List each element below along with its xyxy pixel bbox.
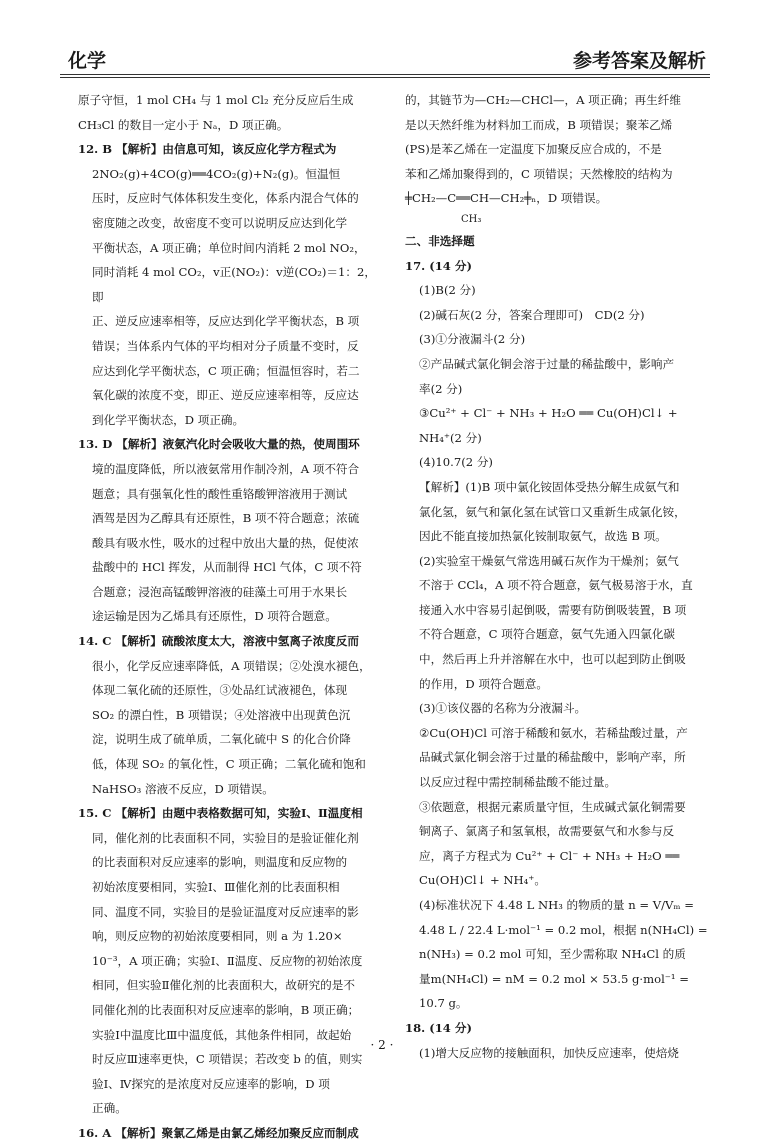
text-line: (3)①该仪器的名称为分液漏斗。 — [419, 701, 587, 716]
text-line: 【解析】(1)B 项中氯化铵固体受热分解生成氨气和 — [419, 479, 680, 494]
text-line: 同，催化剂的比表面积不同，实验目的是验证催化剂 — [92, 830, 359, 845]
text-line: 初始浓度要相同，实验Ⅰ、Ⅲ催化剂的比表面积相 — [92, 880, 340, 894]
text-line: 14. C 【解析】硫酸浓度太大，溶液中氢离子浓度反而 — [78, 634, 359, 649]
text-line: 中，然后再上升并溶解在水中，也可以起到防止倒吸 — [419, 652, 686, 667]
text-line: ②Cu(OH)Cl 可溶于稀酸和氨水，若稀盐酸过量，产 — [419, 725, 688, 740]
text-line: n(NH₃) = 0.2 mol 可知，至少需称取 NH₄Cl 的质 — [419, 947, 686, 962]
text-line: 12. B 【解析】由信息可知，该反应化学方程式为 — [78, 142, 337, 157]
text-line: 接通入水中容易引起倒吸，需要有防倒吸装置，B 项 — [419, 602, 687, 617]
text-line: 同催化剂的比表面积对反应速率的影响，B 项正确； — [92, 1002, 360, 1017]
text-line: 氯化氢，氨气和氯化氢在试管口又重新生成氯化铵， — [419, 504, 686, 519]
text-line: 相同，但实验Ⅱ催化剂的比表面积大，故研究的是不 — [92, 978, 355, 993]
text-line: 响，则反应物的初始浓度要相同，则 a 为 1.20× — [92, 929, 343, 944]
text-line: 率(2 分) — [419, 381, 463, 396]
left-column — [78, 88, 386, 1146]
page-header — [60, 34, 710, 74]
text-line: 二、非选择题 — [405, 233, 475, 248]
text-line: 酸具有吸水性，吸水的过程中放出大量的热，促使浓 — [92, 535, 359, 550]
text-line: 因此不能直接加热氯化铵制取氨气，故选 B 项。 — [419, 529, 667, 544]
text-line: NaHSO₃ 溶液不反应，D 项错误。 — [92, 781, 274, 796]
text-line: SO₂ 的漂白性，B 项错误；④处溶液中出现黄色沉 — [92, 707, 351, 722]
text-line: (4)标准状况下 4.48 L NH₃ 的物质的量 n = V/Vₘ = — [419, 898, 694, 912]
text-line: 铜离子、氯离子和氢氧根，故需要氨气和水参与反 — [419, 824, 675, 839]
text-line: 的，其链节为—CH₂—CHCl—，A 项正确；再生纤维 — [405, 93, 681, 107]
text-line: 压时，反应时气体体积发生变化，体系内混合气体的 — [92, 191, 359, 206]
text-line: 应达到化学平衡状态，C 项正确；恒温恒容时，若二 — [92, 363, 360, 378]
text-line: 平衡状态，A 项正确；单位时间内消耗 2 mol NO₂， — [92, 240, 366, 255]
text-line: 合题意；浸泡高锰酸钾溶液的硅藻土可用于水果长 — [92, 584, 348, 599]
text-line: 很小，化学反应速率降低，A 项错误；②处溴水褪色， — [92, 658, 371, 673]
text-line: 境的温度降低，所以液氨常用作制冷剂，A 项不符合 — [92, 461, 360, 476]
text-line: 到化学平衡状态，D 项正确。 — [92, 412, 245, 427]
text-line: 原子守恒，1 mol CH₄ 与 1 mol Cl₂ 充分反应后生成 — [78, 93, 354, 107]
text-line: 低，体现 SO₂ 的氧化性，C 项正确；二氧化硫和饱和 — [92, 757, 366, 772]
text-line: 以反应过程中需控制稀盐酸不能过量。 — [419, 775, 617, 790]
text-line: 的作用，D 项符合题意。 — [419, 676, 548, 691]
text-line: 17. (14 分) — [405, 258, 472, 273]
text-line: 同时消耗 4 mol CO₂，v正(NO₂)：v逆(CO₂)＝1：2，即 — [92, 265, 376, 304]
text-line: 苯和乙烯加聚得到的，C 项错误；天然橡胶的结构为 — [405, 166, 673, 181]
text-line: 题意；具有强氧化性的酸性重铬酸钾溶液用于测试 — [92, 486, 348, 501]
text-line: (2)实验室干燥氨气常选用碱石灰作为干燥剂；氨气 — [419, 553, 679, 568]
text-line: 盐酸中的 HCl 挥发，从而制得 HCl 气体，C 项不符 — [92, 560, 362, 575]
text-line: 10.7 g。 — [419, 996, 468, 1011]
text-line: ③Cu²⁺ + Cl⁻ + NH₃ + H₂O ══ Cu(OH)Cl↓ + — [419, 406, 678, 421]
text-line: CH₃Cl 的数目一定小于 Nₐ，D 项正确。 — [78, 117, 289, 132]
text-line: 淀，说明生成了硫单质，二氧化硫中 S 的化合价降 — [92, 732, 351, 747]
text-line: 正、逆反应速率相等，反应达到化学平衡状态，B 项 — [92, 314, 360, 329]
right-column — [405, 88, 713, 1065]
text-line: 10⁻³，A 项正确；实验Ⅰ、Ⅱ温度、反应物的初始浓度 — [92, 953, 363, 968]
text-line: 品碱式氯化铜会溶于过量的稀盐酸中，影响产率，所 — [419, 750, 686, 765]
text-line: 16. A 【解析】聚氯乙烯是由氯乙烯经加聚反应而制成 — [78, 1125, 359, 1140]
text-line: CH₃ — [461, 213, 482, 225]
text-line: 是以天然纤维为材料加工而成，B 项错误；聚苯乙烯 — [405, 117, 673, 132]
text-line: (3)①分液漏斗(2 分) — [419, 332, 526, 347]
text-line: 的比表面积对反应速率的影响，则温度和反应物的 — [92, 855, 348, 870]
text-line: 同、温度不同，实验目的是验证温度对反应速率的影 — [92, 904, 359, 919]
text-line: (2)碱石灰(2 分，答案合理即可) CD(2 分) — [419, 307, 645, 322]
text-line: 氧化碳的浓度不变，即正、逆反应速率相等，反应达 — [92, 388, 359, 403]
text-line: (PS)是苯乙烯在一定温度下加聚反应合成的，不是 — [405, 142, 662, 157]
text-line: 体现二氧化硫的还原性，③处品红试液褪色，体现 — [92, 683, 348, 698]
text-line: (1)增大反应物的接触面积，加快反应速率，使焙烧 — [419, 1045, 679, 1060]
text-line: 4.48 L / 22.4 L·mol⁻¹ = 0.2 mol，根据 n(NH₄Cl) = — [419, 922, 708, 937]
text-line: Cu(OH)Cl↓ + NH₄⁺。 — [419, 873, 546, 888]
text-line: 13. D 【解析】液氨汽化时会吸收大量的热，使周围环 — [78, 437, 360, 452]
text-line: ╪CH₂—C══CH—CH₂╪ₙ，D 项错误。 — [405, 191, 608, 206]
text-line: 量m(NH₄Cl) = nM = 0.2 mol × 53.5 g·mol⁻¹ = — [419, 971, 689, 986]
text-line: 正确。 — [92, 1101, 127, 1116]
text-line: 途运输是因为乙烯具有还原性，D 项符合题意。 — [92, 609, 337, 624]
document-title: 参考答案及解析 — [572, 50, 706, 72]
text-line: 应，离子方程式为 Cu²⁺ + Cl⁻ + NH₃ + H₂O ══ — [419, 848, 680, 863]
text-line: (4)10.7(2 分) — [419, 455, 493, 470]
text-line: 15. C 【解析】由题中表格数据可知，实验Ⅰ、Ⅱ温度相 — [78, 806, 363, 821]
text-line: 实验Ⅰ中温度比Ⅲ中温度低，其他条件相同，故起始 — [92, 1027, 352, 1042]
text-line: 密度随之改变，故密度不变可以说明反应达到化学 — [92, 215, 348, 230]
text-line: 时反应Ⅲ速率更快，C 项错误；若改变 b 的值，则实 — [92, 1052, 363, 1067]
text-line: 不溶于 CCl₄，A 项不符合题意，氨气极易溶于水，直 — [419, 578, 693, 593]
text-line: 不符合题意，C 项符合题意，氨气先通入四氯化碳 — [419, 627, 676, 642]
text-line: (1)B(2 分) — [419, 283, 476, 298]
subject-title: 化学 — [68, 50, 107, 72]
header-rule — [60, 74, 710, 75]
text-line: 2NO₂(g)+4CO(g)══4CO₂(g)+N₂(g)。恒温恒 — [92, 166, 341, 181]
text-line: 18. (14 分) — [405, 1020, 472, 1035]
text-line: NH₄⁺(2 分) — [419, 430, 482, 445]
text-line: ②产品碱式氯化铜会溶于过量的稀盐酸中，影响产 — [419, 356, 675, 371]
text-line: 验Ⅰ、Ⅳ探究的是浓度对反应速率的影响，D 项 — [92, 1076, 330, 1091]
page-number: · 2 · — [370, 1038, 394, 1052]
text-line: ③依题意，根据元素质量守恒，生成碱式氯化铜需要 — [419, 799, 686, 814]
text-line: 酒驾是因为乙醇具有还原性，B 项不符合题意；浓硫 — [92, 511, 360, 526]
text-line: 错误；当体系内气体的平均相对分子质量不变时，反 — [92, 338, 359, 353]
header-rule-thin — [60, 77, 710, 78]
